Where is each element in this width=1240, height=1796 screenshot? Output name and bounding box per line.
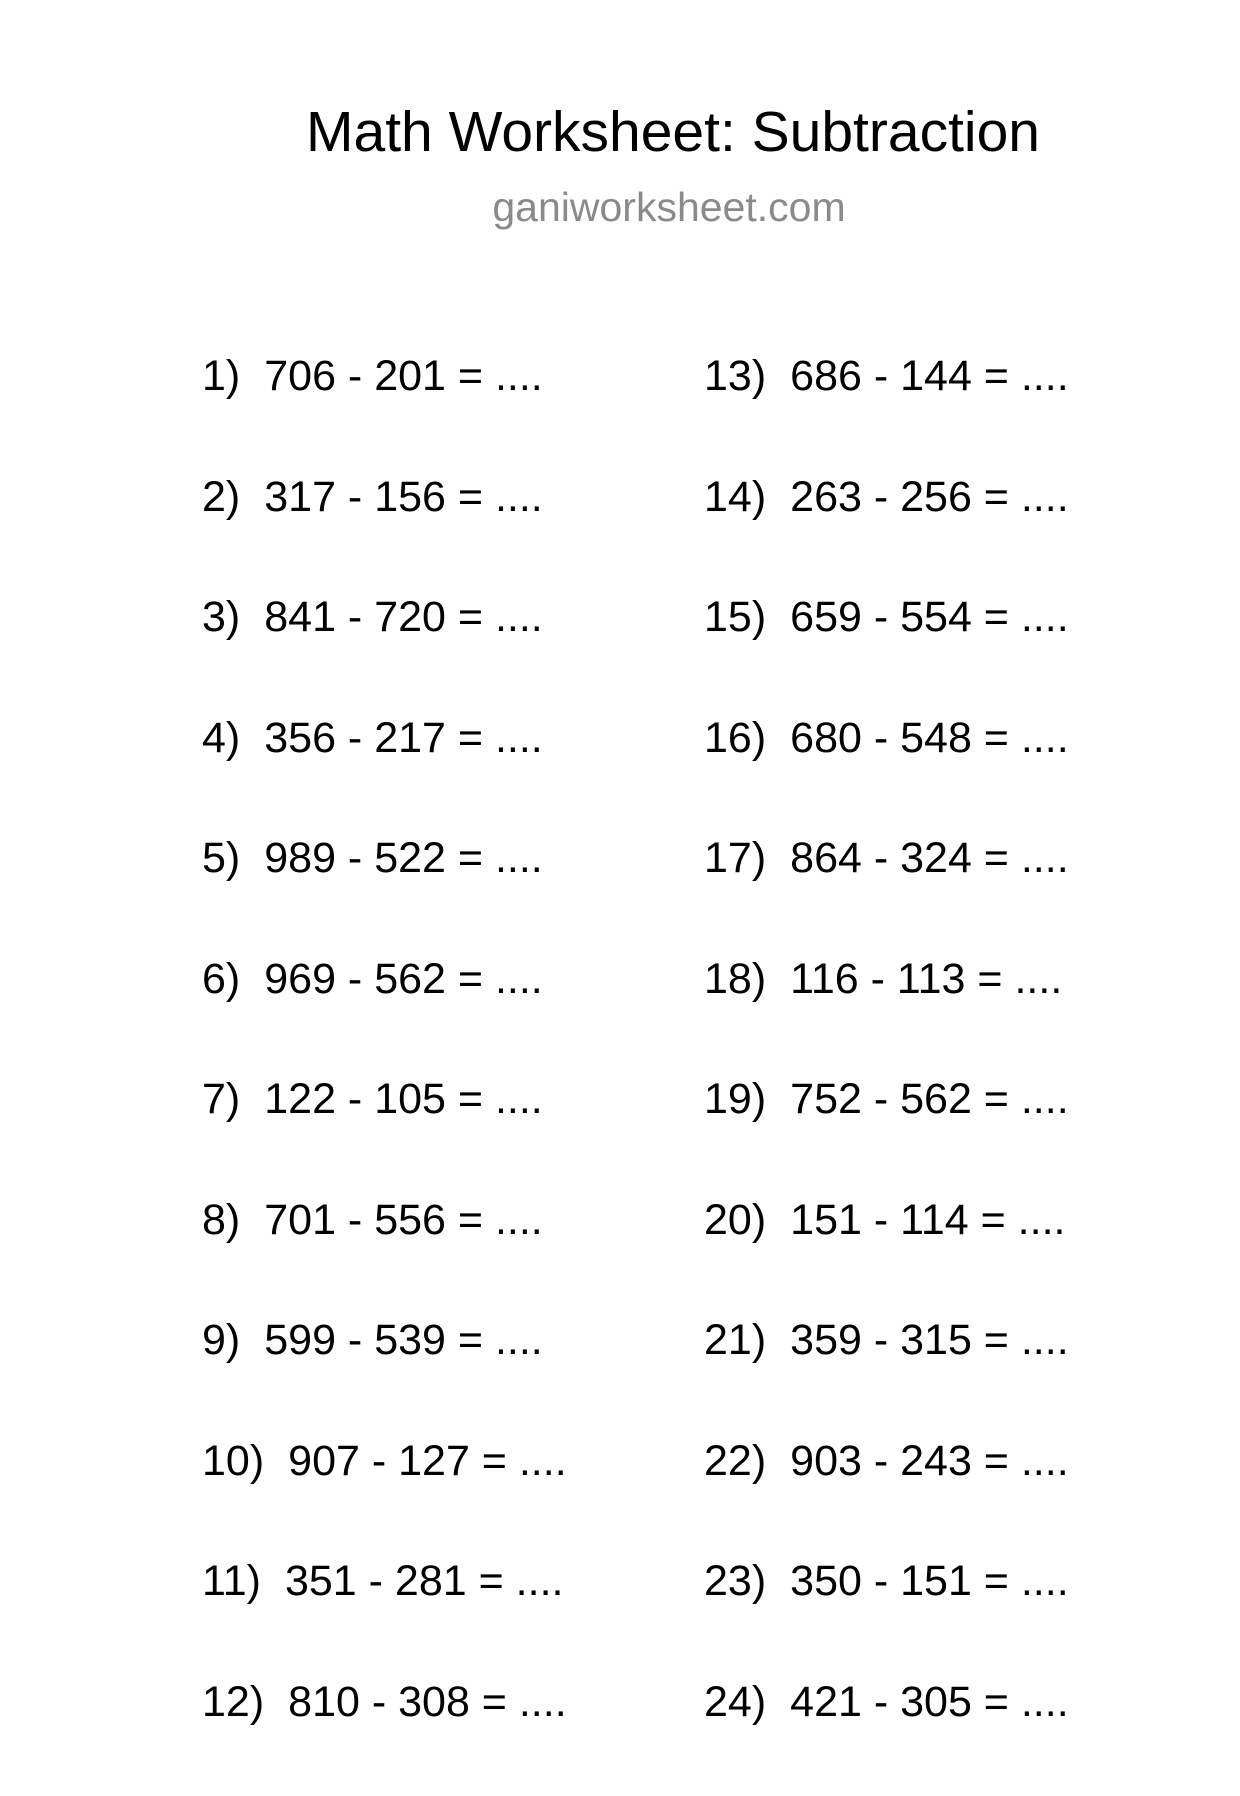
problem-item bbox=[202, 471, 567, 592]
problem-number: 24) bbox=[704, 1676, 766, 1728]
problem-number: 10) bbox=[202, 1435, 264, 1487]
problem-item bbox=[202, 832, 567, 953]
problem-column-right bbox=[704, 350, 1069, 1796]
problem-expression: 659 - 554 = .... bbox=[790, 591, 1069, 643]
problem-item bbox=[704, 712, 1069, 833]
problem-item bbox=[202, 1073, 567, 1194]
problem-item bbox=[704, 832, 1069, 953]
problem-item bbox=[202, 591, 567, 712]
problem-item bbox=[202, 350, 567, 471]
problem-item bbox=[202, 1676, 567, 1796]
problem-expression: 263 - 256 = .... bbox=[790, 471, 1069, 523]
problem-item bbox=[704, 591, 1069, 712]
problem-number: 16) bbox=[704, 712, 766, 764]
problem-number: 14) bbox=[704, 471, 766, 523]
problem-number: 2) bbox=[202, 471, 240, 523]
problem-item bbox=[704, 1073, 1069, 1194]
problem-number: 9) bbox=[202, 1314, 240, 1366]
problem-expression: 841 - 720 = .... bbox=[264, 591, 543, 643]
problem-expression: 599 - 539 = .... bbox=[264, 1314, 543, 1366]
problem-item bbox=[704, 1676, 1069, 1796]
problem-column-left bbox=[202, 350, 567, 1796]
problem-number: 5) bbox=[202, 832, 240, 884]
problem-item bbox=[202, 712, 567, 833]
problem-number: 4) bbox=[202, 712, 240, 764]
problem-item bbox=[202, 1435, 567, 1556]
problem-number: 3) bbox=[202, 591, 240, 643]
problem-number: 20) bbox=[704, 1194, 766, 1246]
problem-number: 8) bbox=[202, 1194, 240, 1246]
problem-expression: 116 - 113 = .... bbox=[790, 953, 1062, 1005]
problem-number: 6) bbox=[202, 953, 240, 1005]
problem-expression: 810 - 308 = .... bbox=[288, 1676, 567, 1728]
problem-expression: 122 - 105 = .... bbox=[264, 1073, 543, 1125]
problem-item bbox=[704, 1435, 1069, 1556]
problem-item bbox=[202, 1194, 567, 1315]
problem-expression: 356 - 217 = .... bbox=[264, 712, 543, 764]
problem-expression: 907 - 127 = .... bbox=[288, 1435, 567, 1487]
website-subtitle: ganiworksheet.com bbox=[0, 182, 1240, 232]
problem-expression: 680 - 548 = .... bbox=[790, 712, 1069, 764]
problem-item bbox=[202, 953, 567, 1074]
problem-expression: 151 - 114 = .... bbox=[790, 1194, 1065, 1246]
problem-number: 15) bbox=[704, 591, 766, 643]
problem-item bbox=[704, 1194, 1069, 1315]
problem-number: 23) bbox=[704, 1555, 766, 1607]
problem-number: 21) bbox=[704, 1314, 766, 1366]
problem-item bbox=[704, 953, 1069, 1074]
problem-number: 7) bbox=[202, 1073, 240, 1125]
problem-number: 18) bbox=[704, 953, 766, 1005]
problem-number: 12) bbox=[202, 1676, 264, 1728]
worksheet-title: Math Worksheet: Subtraction bbox=[0, 98, 1240, 166]
problem-item bbox=[202, 1314, 567, 1435]
problem-expression: 701 - 556 = .... bbox=[264, 1194, 543, 1246]
problem-number: 17) bbox=[704, 832, 766, 884]
problem-expression: 421 - 305 = .... bbox=[790, 1676, 1069, 1728]
problem-number: 19) bbox=[704, 1073, 766, 1125]
problem-number: 1) bbox=[202, 350, 240, 402]
problem-expression: 350 - 151 = .... bbox=[790, 1555, 1069, 1607]
problem-item bbox=[704, 1555, 1069, 1676]
problem-expression: 903 - 243 = .... bbox=[790, 1435, 1069, 1487]
problem-expression: 969 - 562 = .... bbox=[264, 953, 543, 1005]
problem-item bbox=[704, 1314, 1069, 1435]
problem-expression: 351 - 281 = .... bbox=[285, 1555, 564, 1607]
problem-number: 11) bbox=[202, 1555, 261, 1607]
problem-expression: 752 - 562 = .... bbox=[790, 1073, 1069, 1125]
problem-number: 22) bbox=[704, 1435, 766, 1487]
problem-item bbox=[704, 471, 1069, 592]
problem-expression: 706 - 201 = .... bbox=[264, 350, 543, 402]
problem-item bbox=[202, 1555, 567, 1676]
problem-expression: 864 - 324 = .... bbox=[790, 832, 1069, 884]
problem-expression: 317 - 156 = .... bbox=[264, 471, 543, 523]
problem-number: 13) bbox=[704, 350, 766, 402]
problem-expression: 359 - 315 = .... bbox=[790, 1314, 1069, 1366]
problem-expression: 989 - 522 = .... bbox=[264, 832, 543, 884]
problem-item bbox=[704, 350, 1069, 471]
problem-expression: 686 - 144 = .... bbox=[790, 350, 1069, 402]
